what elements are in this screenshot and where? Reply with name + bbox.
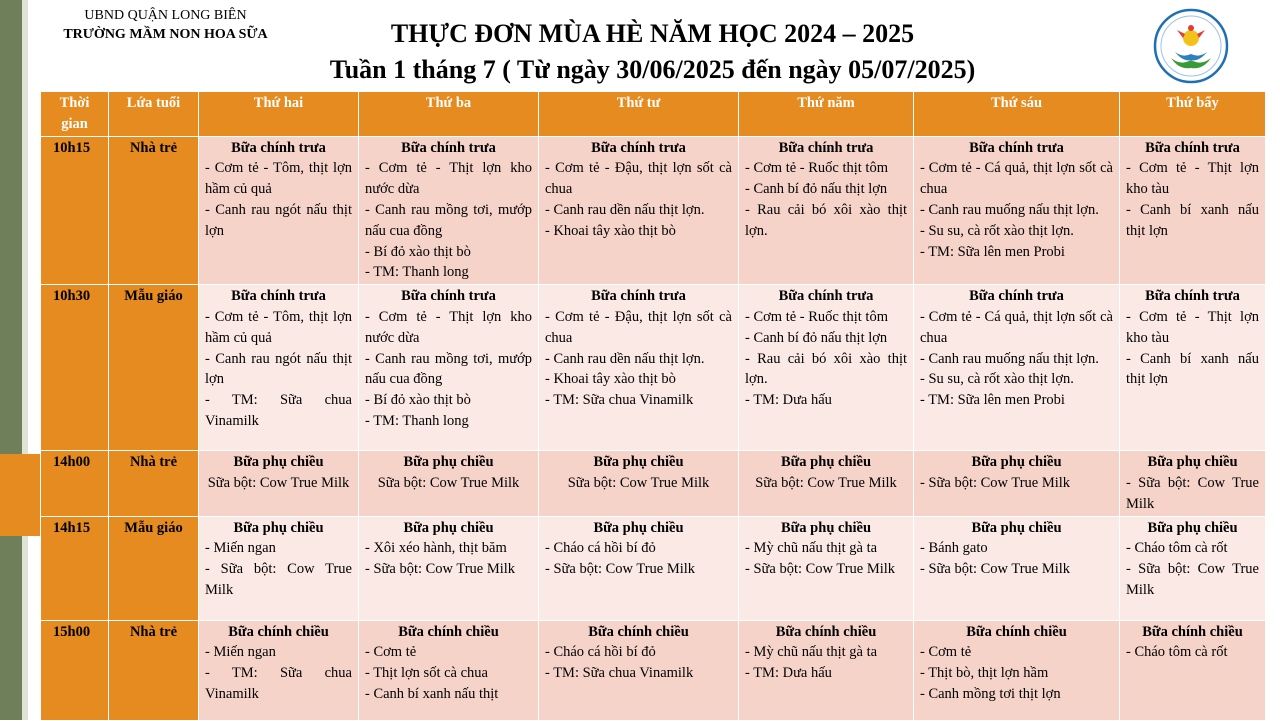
meal-item: - Sữa bột: Cow True Milk — [920, 561, 1071, 578]
meal-title: Bữa chính trưa — [401, 288, 496, 305]
school-info — [48, 6, 283, 44]
meal-item: - TM: Sữa lên men Probi — [920, 243, 1065, 260]
menu-table — [40, 91, 1266, 721]
meal-item: - Cháo tôm cà rốt — [1126, 540, 1228, 557]
meal-title: Bữa chính chiều — [398, 623, 499, 640]
meal-cell — [1120, 620, 1266, 720]
age-group-cell: Mẫu giáo — [109, 516, 199, 620]
time-cell: 10h30 — [41, 285, 109, 451]
column-header: Thứ sáu — [914, 92, 1120, 137]
meal-title: Bữa phụ chiều — [971, 454, 1062, 471]
meal-item: - Canh bí xanh nấu thịt lợn — [1126, 350, 1259, 388]
time-cell: 10h15 — [41, 136, 109, 285]
meal-title: Bữa chính chiều — [775, 623, 877, 640]
meal-title: Bữa phụ chiều — [780, 519, 872, 536]
meal-item: - TM: Dưa hấu — [745, 665, 832, 682]
meal-item: - TM: Sữa lên men Probi — [920, 392, 1065, 409]
meal-item: - Canh rau ngót nấu thịt lợn — [205, 201, 352, 239]
meal-title: Bữa phụ chiều — [593, 454, 684, 471]
meal-item: - Su su, cà rốt xào thịt lợn. — [920, 222, 1074, 239]
meal-item: - Xôi xéo hành, thịt băm — [365, 540, 507, 557]
meal-item: - Cơm tẻ - Ruốc thịt tôm — [745, 308, 888, 325]
meal-item: - Canh bí đỏ nấu thịt lợn — [745, 329, 888, 346]
meal-item: - Canh rau muống nấu thịt lợn. — [920, 201, 1099, 218]
meal-cell — [914, 136, 1120, 285]
meal-item: - Canh rau ngót nấu thịt lợn — [205, 350, 352, 388]
meal-item: - Sữa bột: Cow True Milk — [1126, 474, 1259, 512]
meal-item: - Mỳ chũ nấu thịt gà ta — [745, 644, 878, 661]
meal-item: - Cơm tẻ - Cá quả, thịt lợn sốt cà chua — [920, 308, 1113, 346]
meal-cell — [539, 285, 739, 451]
meal-title: Bữa chính chiều — [228, 623, 329, 640]
left-decoration — [0, 0, 40, 720]
side-strip — [0, 0, 22, 720]
side-orange-block — [0, 454, 40, 536]
meal-cell — [359, 451, 539, 516]
column-header: Thứ tư — [539, 92, 739, 137]
age-group-cell: Mẫu giáo — [109, 285, 199, 451]
meal-cell — [914, 516, 1120, 620]
meal-item: - Cơm tẻ - Thịt lợn kho nước dừa — [365, 160, 532, 198]
meal-cell — [739, 516, 914, 620]
meal-item: - Bí đỏ xào thịt bò — [365, 243, 471, 260]
meal-cell — [914, 451, 1120, 516]
meal-title: Bữa phụ chiều — [403, 519, 494, 536]
meal-title: Bữa phụ chiều — [780, 454, 872, 471]
column-header: Thứ bẩy — [1120, 92, 1266, 137]
meal-cell — [359, 285, 539, 451]
meal-item: - Sữa bột: Cow True Milk — [920, 474, 1071, 491]
meal-item: - Cơm tẻ - Tôm, thịt lợn hầm củ quả — [205, 160, 352, 198]
meal-cell — [199, 451, 359, 516]
meal-item: - Cơm tẻ - Ruốc thịt tôm — [745, 160, 888, 177]
age-group-cell: Nhà trẻ — [109, 451, 199, 516]
age-group-cell: Nhà trẻ — [109, 136, 199, 285]
district-name: UBND QUẬN LONG BIÊN — [84, 8, 247, 23]
meal-item: - Miến ngan — [205, 540, 276, 557]
meal-cell — [539, 136, 739, 285]
meal-cell — [739, 620, 914, 720]
table-header-row — [41, 92, 1266, 137]
meal-item: - TM: Dưa hấu — [745, 392, 832, 409]
meal-title: Bữa phụ chiều — [403, 454, 494, 471]
meal-cell — [1120, 451, 1266, 516]
meal-title: Bữa phụ chiều — [971, 519, 1062, 536]
meal-item: - Sữa bột: Cow True Milk — [1126, 561, 1259, 598]
meal-item: - TM: Thanh long — [365, 264, 469, 281]
meal-item: - Su su, cà rốt xào thịt lợn. — [920, 371, 1074, 388]
meal-item: - Rau cải bó xôi xào thịt lợn. — [745, 350, 907, 388]
time-cell: 14h00 — [41, 451, 109, 516]
meal-cell — [739, 451, 914, 516]
meal-cell — [1120, 516, 1266, 620]
meal-cell — [1120, 285, 1266, 451]
meal-item: Sữa bột: Cow True Milk — [755, 474, 897, 491]
meal-title: Bữa phụ chiều — [1147, 454, 1238, 471]
meal-item: - Cháo cá hồi bí đỏ — [545, 644, 656, 661]
column-header: Thứ ba — [359, 92, 539, 137]
meal-cell — [359, 136, 539, 285]
page-title — [290, 16, 1015, 88]
meal-item: - Canh rau mồng tơi, mướp nấu cua đồng — [365, 350, 532, 388]
table-row — [41, 620, 1266, 720]
meal-cell — [914, 285, 1120, 451]
column-header: Thứ hai — [199, 92, 359, 137]
meal-cell — [539, 620, 739, 720]
meal-item: - Miến ngan — [205, 644, 276, 661]
meal-title: Bữa phụ chiều — [1147, 519, 1238, 536]
meal-item: - TM: Sữa chua Vinamilk — [545, 665, 694, 682]
meal-item: - Canh rau mồng tơi, mướp nấu cua đồng — [365, 201, 532, 239]
meal-cell — [914, 620, 1120, 720]
meal-cell — [199, 516, 359, 620]
meal-title: Bữa chính chiều — [966, 623, 1067, 640]
meal-cell — [359, 620, 539, 720]
column-header: Thời gian — [41, 92, 109, 137]
meal-item: - Bí đỏ xào thịt bò — [365, 392, 471, 409]
meal-title: Bữa phụ chiều — [593, 519, 684, 536]
meal-title: Bữa chính trưa — [1145, 288, 1240, 305]
meal-item: Sữa bột: Cow True Milk — [207, 474, 350, 491]
meal-cell — [539, 516, 739, 620]
meal-item: - Mỳ chũ nấu thịt gà ta — [745, 540, 878, 557]
meal-cell — [199, 136, 359, 285]
school-name: TRƯỜNG MẦM NON HOA SỮA — [63, 27, 268, 42]
meal-title: Bữa chính trưa — [778, 139, 874, 156]
table-row — [41, 285, 1266, 451]
meal-item: - Cơm tẻ — [920, 644, 972, 661]
column-header: Thứ năm — [739, 92, 914, 137]
meal-title: Bữa chính trưa — [969, 288, 1064, 305]
meal-item: - TM: Sữa chua Vinamilk — [205, 665, 352, 702]
table-row — [41, 136, 1266, 285]
table-row — [41, 516, 1266, 620]
title-line-2: Tuần 1 tháng 7 ( Từ ngày 30/06/2025 đến ngày 05/07/2025) — [329, 55, 976, 84]
table-body — [41, 136, 1266, 720]
meal-item: - Canh rau dền nấu thịt lợn. — [545, 201, 705, 218]
meal-item: Sữa bột: Cow True Milk — [377, 474, 520, 491]
meal-item: - Thịt bò, thịt lợn hầm — [920, 665, 1049, 682]
meal-title: Bữa chính trưa — [231, 139, 326, 156]
meal-item: - Sữa bột: Cow True Milk — [545, 561, 696, 578]
meal-title: Bữa chính trưa — [591, 139, 686, 156]
meal-title: Bữa chính trưa — [969, 139, 1064, 156]
meal-cell — [199, 620, 359, 720]
meal-item: - Khoai tây xào thịt bò — [545, 371, 676, 388]
school-logo-icon — [1153, 8, 1229, 84]
meal-item: - Cháo tôm cà rốt — [1126, 644, 1228, 661]
meal-item: - Cơm tẻ - Tôm, thịt lợn hầm củ quả — [205, 308, 352, 346]
meal-item: - Cơm tẻ - Cá quả, thịt lợn sốt cà chua — [920, 160, 1113, 198]
meal-item: - Canh bí xanh nấu thịt lợn — [1126, 201, 1259, 239]
meal-cell — [739, 136, 914, 285]
meal-item: - Cơm tẻ — [365, 644, 417, 661]
meal-title: Bữa phụ chiều — [233, 454, 324, 471]
meal-cell — [359, 516, 539, 620]
meal-item: - Rau cải bó xôi xào thịt lợn. — [745, 201, 907, 239]
meal-item: - TM: Sữa chua Vinamilk — [545, 392, 694, 409]
time-cell: 14h15 — [41, 516, 109, 620]
meal-cell — [539, 451, 739, 516]
meal-item: - Sữa bột: Cow True Milk — [205, 561, 352, 598]
meal-item: - Cơm tẻ - Đậu, thịt lợn sốt cà chua — [545, 308, 732, 346]
meal-item: - Cơm tẻ - Thịt lợn kho tàu — [1126, 308, 1259, 346]
meal-item: - Canh bí đỏ nấu thịt lợn — [745, 181, 888, 198]
meal-item: - Cháo cá hồi bí đỏ — [545, 540, 656, 557]
meal-item: - Sữa bột: Cow True Milk — [365, 561, 516, 578]
meal-item: - Canh mồng tơi thịt lợn — [920, 685, 1061, 702]
age-group-cell: Nhà trẻ — [109, 620, 199, 720]
meal-title: Bữa chính trưa — [401, 139, 496, 156]
meal-title: Bữa chính trưa — [591, 288, 686, 305]
meal-item: - Canh rau dền nấu thịt lợn. — [545, 350, 705, 367]
meal-item: - TM: Thanh long — [365, 412, 469, 429]
meal-item: - Cơm tẻ - Thịt lợn kho tàu — [1126, 160, 1259, 198]
meal-title: Bữa chính trưa — [778, 288, 874, 305]
meal-title: Bữa chính chiều — [588, 623, 689, 640]
meal-item: - Cơm tẻ - Thịt lợn kho nước dừa — [365, 308, 532, 346]
meal-title: Bữa chính trưa — [1145, 139, 1240, 156]
title-line-1: THỰC ĐƠN MÙA HÈ NĂM HỌC 2024 – 2025 — [390, 19, 915, 48]
table-row — [41, 451, 1266, 516]
meal-cell — [1120, 136, 1266, 285]
meal-cell — [199, 285, 359, 451]
side-strip-light — [22, 0, 28, 720]
meal-item: - Bánh gato — [920, 540, 988, 557]
meal-item: Sữa bột: Cow True Milk — [567, 474, 710, 491]
meal-item: - Sữa bột: Cow True Milk — [745, 561, 896, 578]
meal-title: Bữa chính chiều — [1142, 623, 1243, 640]
meal-cell — [739, 285, 914, 451]
meal-item: - Khoai tây xào thịt bò — [545, 222, 676, 239]
meal-item: - Cơm tẻ - Đậu, thịt lợn sốt cà chua — [545, 160, 732, 198]
meal-item: - Canh bí xanh nấu thịt — [365, 685, 499, 702]
time-cell: 15h00 — [41, 620, 109, 720]
column-header: Lứa tuổi — [109, 92, 199, 137]
meal-title: Bữa phụ chiều — [233, 519, 324, 536]
meal-title: Bữa chính trưa — [231, 288, 326, 305]
meal-item: - Canh rau muống nấu thịt lợn. — [920, 350, 1099, 367]
meal-item: - TM: Sữa chua Vinamilk — [205, 392, 352, 429]
meal-item: - Thịt lợn sốt cà chua — [365, 665, 488, 682]
